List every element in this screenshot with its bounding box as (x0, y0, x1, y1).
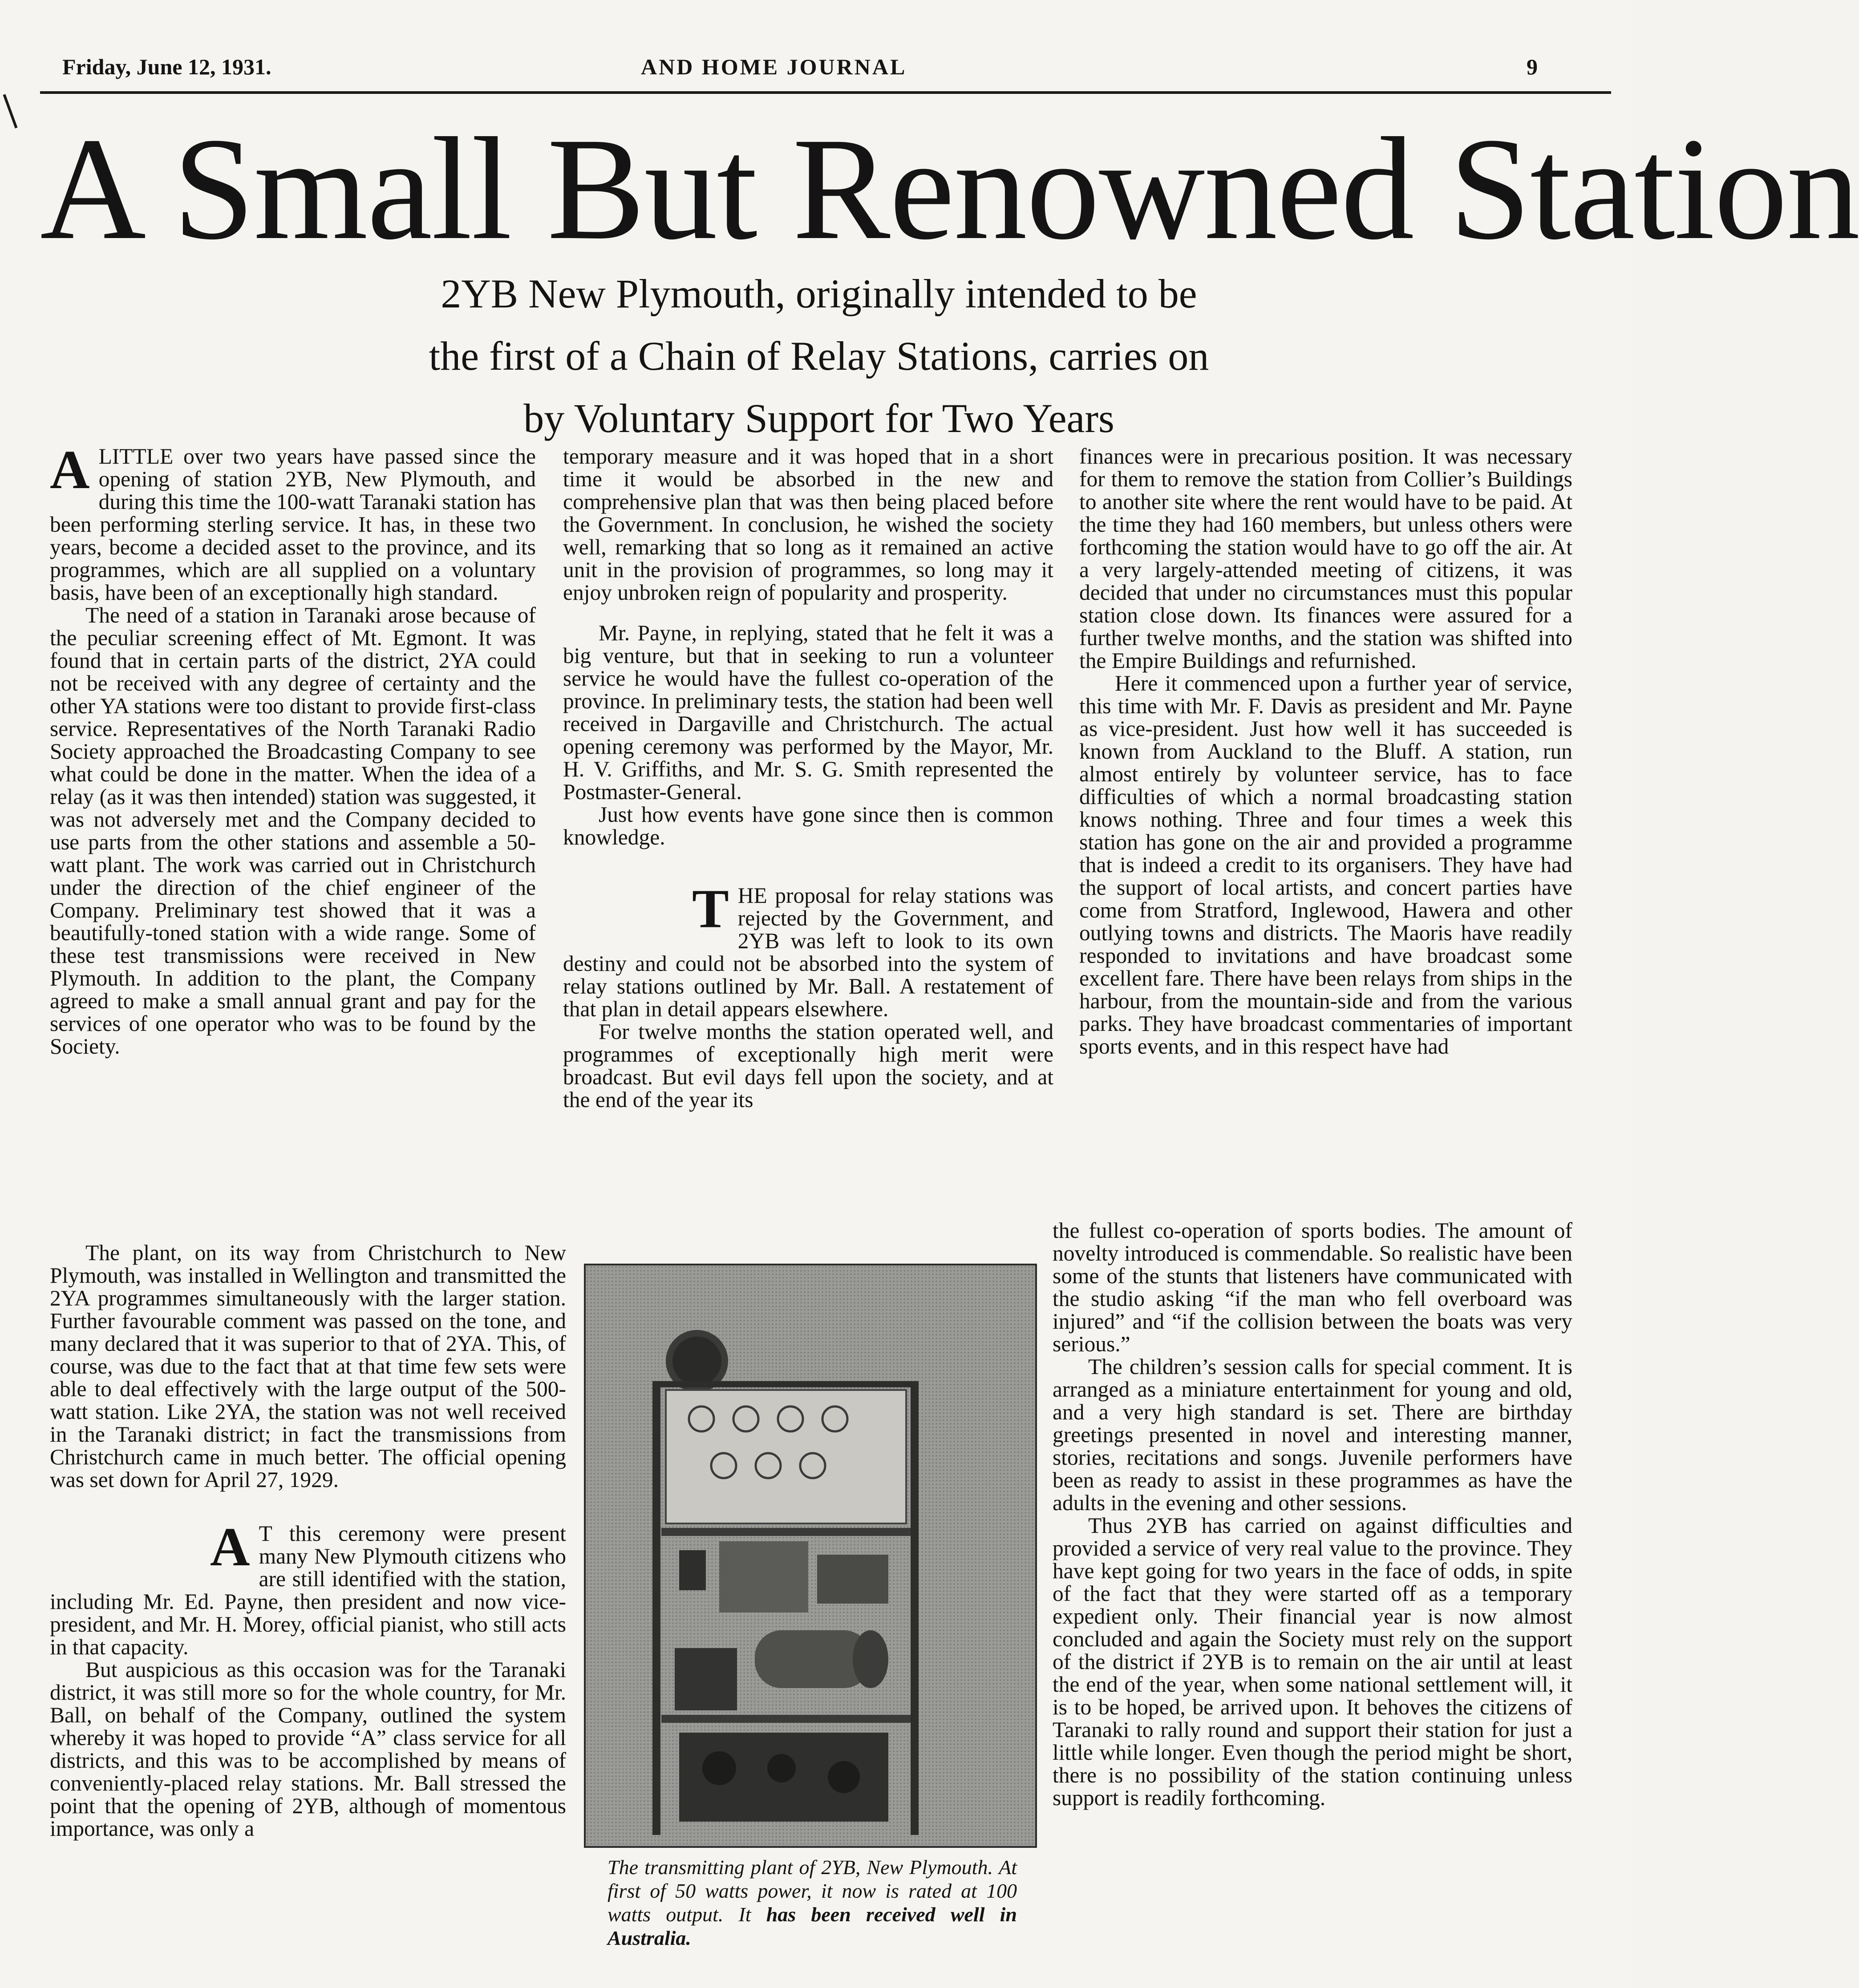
col3-paragraph-4: The children’s session calls for special comment. It is arranged as a miniature entertainment for young and old, and a very high standard is set. There are birthday greetings presented in novel and interesting manner, stories, recitations and songs. Juvenile performers have been as ready to assist in these programmes as have the adults in the evening and other sessions. (1053, 1354, 1572, 1515)
caption-tail: has been received well in Australia. (608, 1903, 1017, 1949)
col3-paragraph-1: finances were in precarious position. It was necessary for them to remove the station from Collier’s Buildings to another site where the rent would have to be paid. At the time they had 160 members, but unless others were forthcoming the station would have to go off the air. At a very largely-attended meeting of citizens, it was decided that under no circumstances must this popular station close down. Its finances were assured for a further twelve months, and the station was shifted into the Empire Buildings and refurnished. (1079, 444, 1572, 673)
subheadline (312, 263, 1326, 449)
issue-date: Friday, June 12, 1931. (62, 54, 271, 79)
column-3-lower (1053, 1219, 1572, 1971)
caption-main: The transmitting plant of 2YB, New Plymouth. At first of 50 watts power, it now is rated at 100 watts output. It (608, 1856, 1017, 1926)
journal-name: AND HOME JOURNAL (641, 54, 907, 79)
header-rule (40, 91, 1611, 94)
subhead-line-3: by Voluntary Support for Two Years (523, 396, 1114, 441)
col1-paragraph-4 (50, 1516, 566, 1659)
col3-paragraph-2: Here it commenced upon a further year of service, this time with Mr. F. Davis as president and Mr. Payne as vice-president. Just how well it has succeeded is known from Auckland to the Bluff. A station, run almost entirely by volunteer service, has to face difficulties of which a normal broadcasting station knows nothing. Three and four times a week this station has gone on the air and provided a programme that is indeed a credit to its organisers. They have had the support of local artists, and concert parties have come from Stratford, Inglewood, Hawera and other outlying towns and districts. The Maoris have readily responded to invitations and have broadcast some excellent fare. There have been relays from ships in the harbour, from the mountain-side and from the various parks. They have broadcast commentaries of important sports events, and in this respect have had (1079, 671, 1572, 1059)
column-1 (50, 439, 536, 1228)
col1-paragraph-5 (50, 1658, 566, 1840)
lead-caps: LITTLE (98, 444, 174, 469)
col1-p5-text: But auspicious as this occasion was for the Taranaki district, it was still more so for the whole country, for Mr. Ball, on behalf of the Company, outlined the system whereby it was hoped to provide “A” class service for all districts, and this was to be accomplished by means of conveniently-placed relay stations. Mr. Ball stressed the point that the opening of 2YB, although of momentous importance, was only a (50, 1657, 566, 1841)
column-1-lower (50, 1241, 566, 1976)
col2-p4-text: HE proposal for relay stations was rejected by the Government, and 2YB was left to look to its own destiny and could not be absorbed into the system of relay stations outlined by Mr. Ball. A restatement of that plan in detail appears elsewhere. (563, 883, 1053, 1021)
transmitter-photo (584, 1264, 1037, 1848)
dropcap-3: T (692, 878, 729, 939)
headline: A Small But Renowned Station (40, 108, 1859, 270)
dropcap: A (50, 439, 90, 500)
col1-p4-text: T this ceremony were present many New Plymouth citizens who are still identified with the station, including Mr. Ed. Payne, then president and now vice-president, and Mr. H. Morey, official pianist, who still acts in that capacity. (50, 1521, 566, 1659)
photo-caption (608, 1855, 1017, 1950)
col2-paragraph-4 (563, 878, 1053, 1021)
col2-paragraph-1: temporary measure and it was hoped that in a short time it would be absorbed in the new and comprehensive plan that was then being placed before the Government. In conclusion, he wished the society well, remarking that so long as it remained an active unit in the provision of programmes, so long may it enjoy unbroken reign of popularity and prosperity. (563, 444, 1053, 605)
corner-mark (3, 94, 18, 128)
col3-paragraph-3: the fullest co-operation of sports bodies. The amount of novelty introduced is commendable. So realistic have been some of the stunts that listeners have communicated with the studio asking “if the man who fell overboard was injured” and “if the collision between the boats was very serious.” (1053, 1218, 1572, 1356)
column-2 (563, 445, 1053, 1228)
col1-paragraph-2: The need of a station in Taranaki arose because of the peculiar screening effect of Mt. Egmont. It was found that in certain parts of the district, 2YA could not be received with any degree of certainty and the other YA stations were too distant to provide first-class service. Representatives of the North Taranaki Radio Society approached the Broadcasting Company to see what could be done in the matter. When the idea of a relay (as it was then intended) station was suggested, it was not adversely met and the Company decided to use parts from the other stations and assemble a 50-watt plant. The work was carried out in Christchurch under the direction of the chief engineer of the Company. Preliminary test showed that it was a beautifully-toned station with a wide range. Some of these test transmissions were received in New Plymouth. In addition to the plant, the Company agreed to make a small annual grant and pay for the services of one operator who was to be found by the Society. (50, 603, 536, 1059)
transmitter-illustration (586, 1265, 1035, 1846)
col2-paragraph-3: Just how events have gone since then is common knowledge. (563, 802, 1053, 849)
subhead-line-1: 2YB New Plymouth, originally intended to be (441, 271, 1197, 316)
page-number: 9 (1527, 54, 1538, 79)
col1-p1-text: over two years have passed since the opening of station 2YB, New Plymouth, and during this time the 100-watt Taranaki station has been performing sterling service. It has, in these two years, become a decided asset to the province, and its programmes, which are all supplied on a voluntary basis, have been of an exceptionally high standard. (50, 444, 536, 605)
subhead-line-2: the first of a Chain of Relay Stations, carries on (429, 333, 1209, 379)
col1-paragraph-3: The plant, on its way from Christchurch to New Plymouth, was installed in Wellington and transmitted the 2YA programmes simultaneously with the larger station. Further favourable comment was passed on the tone, and many declared that it was superior to that of 2YA. This, of course, was due to the fact that at that time few sets were able to deal effectively with the large output of the 500-watt station. Like 2YA, the station was not well received in the Taranaki district; in fact the transmissions from Christchurch came in much better. The official opening was set down for April 27, 1929. (50, 1240, 566, 1492)
col1-paragraph-1 (50, 439, 536, 605)
column-3 (1079, 445, 1572, 1219)
col2-paragraph-2: Mr. Payne, in replying, stated that he felt it was a big venture, but that in seeking to run a volunteer service he would have the fullest co-operation of the province. In preliminary tests, the station had been well received in Dargaville and Christchurch. The actual opening ceremony was performed by the Mayor, Mr. H. V. Griffiths, and Mr. S. G. Smith represented the Postmaster-General. (563, 621, 1053, 804)
dropcap-2: A (210, 1516, 250, 1577)
col3-paragraph-5: Thus 2YB has carried on against difficulties and provided a service of very real value to the province. They have kept going for two years in the face of odds, in spite of the fact that they were started off as a temporary expedient only. Their financial year is now almost concluded and again the Society must rely on the support of the district if 2YB is to remain on the air until at least the end of the year, when some national settlement will, it is to be hoped, be arrived upon. It behoves the citizens of Taranaki to rally round and support their station for just a little while longer. Even though the period might be short, there is no possibility of the station continuing unless support is readily forthcoming. (1053, 1513, 1572, 1810)
col2-paragraph-5: For twelve months the station operated well, and programmes of exceptionally high merit were broadcast. But evil days fell upon the society, and at the end of the year its (563, 1019, 1053, 1112)
